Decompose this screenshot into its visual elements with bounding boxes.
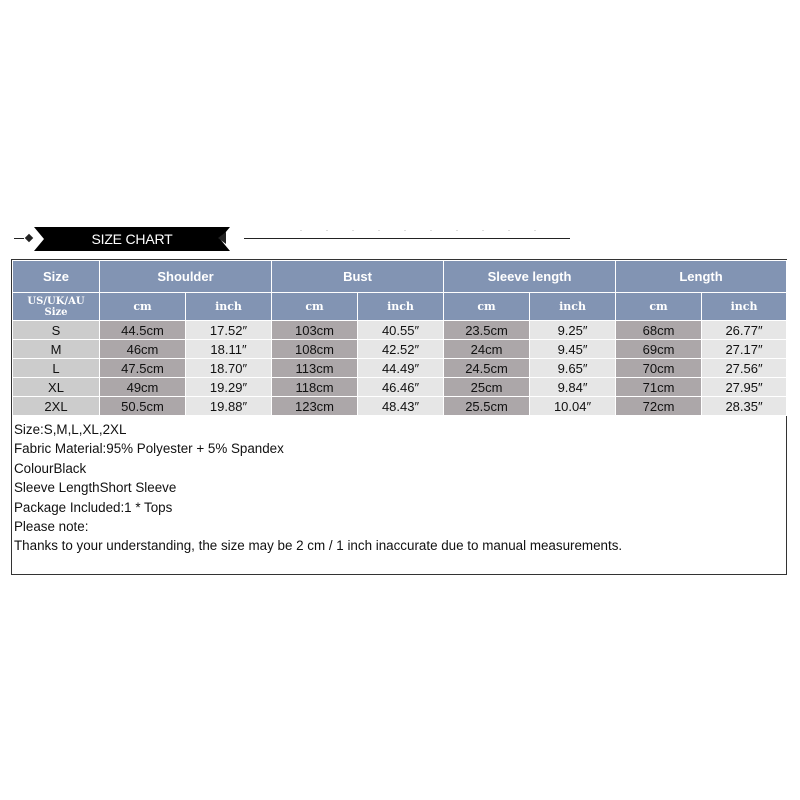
size-table: [12, 260, 787, 416]
header-sleeve-length: Sleeve length: [444, 261, 616, 293]
banner-diamond-icon: [25, 234, 33, 242]
sleeve-inch-cell: 10.04″: [530, 397, 616, 416]
sleeve-cm-cell: 24cm: [444, 340, 530, 359]
shoulder-inch-cell: 17.52″: [186, 321, 272, 340]
sleeve-inch-cell: 9.25″: [530, 321, 616, 340]
length-cm-cell: 70cm: [616, 359, 702, 378]
length-cm-cell: 69cm: [616, 340, 702, 359]
length-inch-cell: 26.77″: [702, 321, 787, 340]
shoulder-inch-cell: 19.29″: [186, 378, 272, 397]
banner-divider-line: [244, 238, 570, 239]
banner-ribbon: [34, 227, 240, 251]
unit-inch: inch: [702, 293, 787, 321]
note-sleeve: Sleeve LengthShort Sleeve: [14, 480, 177, 496]
sleeve-inch-cell: 9.65″: [530, 359, 616, 378]
banner-arrow-icon: [218, 232, 226, 244]
sleeve-inch-cell: 9.84″: [530, 378, 616, 397]
banner-specks: [300, 230, 560, 231]
size-region-line-2: Size: [44, 306, 68, 318]
shoulder-cm-cell: 46cm: [100, 340, 186, 359]
note-disclaimer: Thanks to your understanding, the size may be 2 cm / 1 inch inaccurate due to manual measurements.: [14, 538, 623, 554]
size-cell: L: [13, 359, 100, 378]
bust-inch-cell: 40.55″: [358, 321, 444, 340]
ribbon-left-notch: [34, 227, 44, 251]
length-cm-cell: 72cm: [616, 397, 702, 416]
sleeve-cm-cell: 25cm: [444, 378, 530, 397]
sleeve-inch-cell: 9.45″: [530, 340, 616, 359]
header-bust: Bust: [272, 261, 444, 293]
size-region-label: [13, 293, 100, 321]
bust-cm-cell: 118cm: [272, 378, 358, 397]
size-cell: M: [13, 340, 100, 359]
bust-cm-cell: 103cm: [272, 321, 358, 340]
shoulder-inch-cell: 19.88″: [186, 397, 272, 416]
note-package: Package Included:1 * Tops: [14, 499, 173, 515]
size-cell: S: [13, 321, 100, 340]
length-inch-cell: 27.56″: [702, 359, 787, 378]
bust-inch-cell: 44.49″: [358, 359, 444, 378]
sleeve-cm-cell: 24.5cm: [444, 359, 530, 378]
unit-inch: inch: [186, 293, 272, 321]
banner-title: SIZE CHART: [44, 227, 220, 251]
bust-cm-cell: 108cm: [272, 340, 358, 359]
bust-inch-cell: 46.46″: [358, 378, 444, 397]
sleeve-cm-cell: 25.5cm: [444, 397, 530, 416]
table-row: [13, 397, 787, 416]
shoulder-inch-cell: 18.11″: [186, 340, 272, 359]
bust-cm-cell: 113cm: [272, 359, 358, 378]
length-cm-cell: 71cm: [616, 378, 702, 397]
note-colour: ColourBlack: [14, 460, 87, 476]
unit-inch: inch: [530, 293, 616, 321]
table-row: [13, 359, 787, 378]
shoulder-inch-cell: 18.70″: [186, 359, 272, 378]
unit-cm: cm: [100, 293, 186, 321]
unit-cm: cm: [616, 293, 702, 321]
bust-cm-cell: 123cm: [272, 397, 358, 416]
unit-inch: inch: [358, 293, 444, 321]
header-length: Length: [616, 261, 787, 293]
table-row: [13, 378, 787, 397]
table-row: [13, 340, 787, 359]
bust-inch-cell: 42.52″: [358, 340, 444, 359]
header-shoulder: Shoulder: [100, 261, 272, 293]
product-notes: [14, 420, 784, 556]
note-heading: Please note:: [14, 519, 89, 535]
note-fabric: Fabric Material:95% Polyester + 5% Spandex: [14, 441, 284, 457]
table-row: [13, 321, 787, 340]
note-size: Size:S,M,L,XL,2XL: [14, 422, 127, 437]
length-cm-cell: 68cm: [616, 321, 702, 340]
header-size: Size: [13, 261, 100, 293]
size-cell: XL: [13, 378, 100, 397]
length-inch-cell: 28.35″: [702, 397, 787, 416]
shoulder-cm-cell: 44.5cm: [100, 321, 186, 340]
length-inch-cell: 27.17″: [702, 340, 787, 359]
table-header-row: [13, 261, 787, 293]
banner-left-dash: [14, 238, 24, 239]
table-unit-row: [13, 293, 787, 321]
unit-cm: cm: [272, 293, 358, 321]
shoulder-cm-cell: 49cm: [100, 378, 186, 397]
length-inch-cell: 27.95″: [702, 378, 787, 397]
size-chart-banner: [0, 220, 800, 256]
unit-cm: cm: [444, 293, 530, 321]
sleeve-cm-cell: 23.5cm: [444, 321, 530, 340]
size-region-line-1: US/UK/AU: [27, 295, 85, 307]
size-cell: 2XL: [13, 397, 100, 416]
shoulder-cm-cell: 50.5cm: [100, 397, 186, 416]
shoulder-cm-cell: 47.5cm: [100, 359, 186, 378]
bust-inch-cell: 48.43″: [358, 397, 444, 416]
size-chart-container: [11, 259, 787, 575]
